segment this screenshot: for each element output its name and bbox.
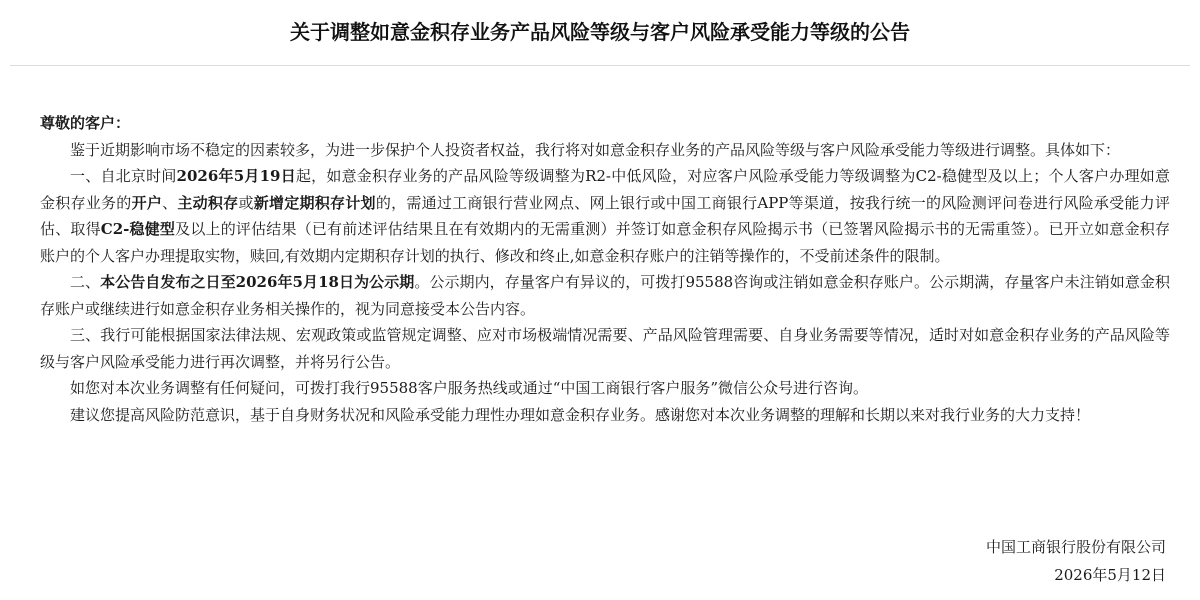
item-two-text: 。公示期内，存量客户有异议的，可拨打95588咨询或注销如意金积存账户。公示期满，存量客户未注销如意金积存账户或继续进行如意金积存业务相关操作的，视为同意接受本公告内容。: [40, 273, 1170, 318]
risk-level-bold: C2-稳健型: [100, 220, 176, 238]
item-one-text: 或: [238, 193, 254, 212]
intro-paragraph: 鉴于近期影响市场不稳定的因素较多，为进一步保护个人投资者权益，我行将对如意金积存业务的产品风险等级与客户风险承受能力等级进行调整。具体如下：: [70, 140, 1121, 159]
item-three-paragraph: 三、我行可能根据国家法律法规、宏观政策或监管规定调整、应对市场极端情况需要、产品风险管理需要、自身业务需要等情况，适时对如意金积存业务的产品风险等级与客户风险承受能力进行再次调整，并将另行公告。: [40, 326, 1170, 371]
salutation: 尊敬的客户：: [40, 114, 131, 132]
notice-title: 关于调整如意金积存业务产品风险等级与客户风险承受能力等级的公告: [290, 20, 910, 44]
contact-paragraph: 如您对本次业务调整有任何疑问，可拨打我行95588客户服务热线或通过“中国工商银行客户服务”微信公众号进行咨询。: [70, 379, 869, 397]
signature-block: [766, 533, 1166, 589]
item-one-text: 及以上的评估结果（已有前述评估结果且在有效期内的无需重测）并签订如意金积存风险揭示书（已签署风险揭示书的无需重签）。已开立如意金积存账户的个人客户办理提取实物，赎回,有效期内定期积存计划的执行、修改和终止,如意金积存账户的注销等操作的，不受前述条件的限制。: [40, 220, 1170, 265]
issue-date: 2026年5月12日: [1054, 566, 1166, 584]
item-one-paragraph: [40, 163, 1170, 269]
active-deposit-bold: 主动积存: [177, 193, 239, 212]
effective-date-bold: 2026年5月19日: [176, 167, 296, 185]
item-two-paragraph: [40, 269, 1170, 322]
item-one-text: 起，如意金积存业务的产品风险等级调整为R2-中低风险，对应客户风险承受能力等级调整为C2-稳健型及以上；个人客户办理如意金积存业务的: [40, 167, 1170, 212]
notice-body: [40, 110, 1170, 428]
publicity-period-bold: 本公告自发布之日至2026年5月18日为公示期: [100, 273, 415, 291]
item-one-text: 的，需通过工商银行营业网点、网上银行或中国工商银行APP等渠道，按我行统一的风险测评问卷进行风险承受能力评估、取得: [40, 193, 1170, 238]
item-one-text: 一、自北京时间: [70, 167, 177, 185]
title-divider: [10, 65, 1190, 66]
new-regular-plan-bold: 新增定期积存计划: [253, 193, 376, 212]
open-account-bold: 开户: [131, 193, 163, 212]
item-one-text: 、: [162, 193, 178, 212]
closing-paragraph: 建议您提高风险防范意识，基于自身财务状况和风险承受能力理性办理如意金积存业务。感谢您对本次业务调整的理解和长期以来对我行业务的大力支持！: [70, 405, 1091, 424]
item-two-text: 二、: [70, 273, 101, 291]
issuer-name: 中国工商银行股份有限公司: [985, 538, 1166, 556]
